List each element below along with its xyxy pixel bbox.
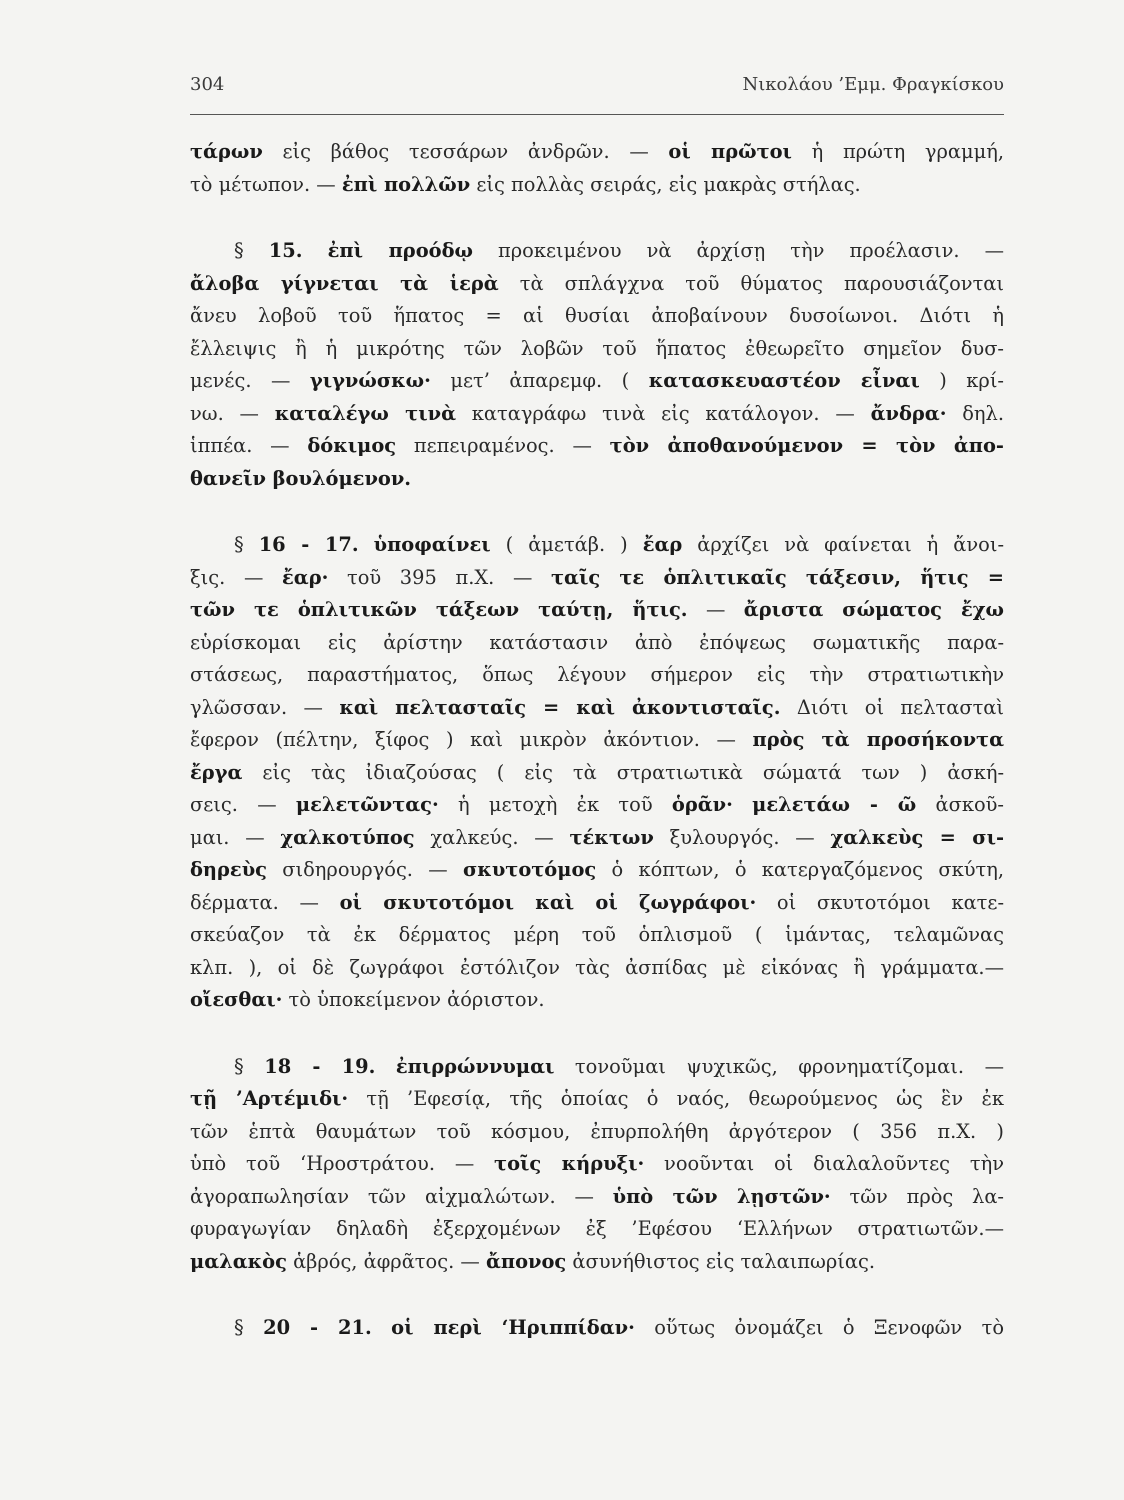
lemma: 18 - 19. — [264, 1054, 376, 1078]
text-line — [190, 235, 1004, 268]
commentary-text — [190, 136, 1004, 1345]
gloss: ξις. — — [190, 565, 282, 589]
lemma: 20 - 21. — [263, 1316, 372, 1339]
lemma: τῶν τε ὁπλιτικῶν τάξεων ταύτῃ, ἥτις. — [190, 598, 688, 621]
text-line — [190, 398, 1004, 431]
gloss: δηλ. — [946, 401, 1004, 425]
page-number: 304 — [190, 74, 225, 95]
text-line — [190, 1213, 1004, 1246]
lemma: ταῖς τε ὁπλιτικαῖς τάξεσιν, ἥτις = — [551, 565, 1004, 589]
text-line — [190, 1312, 1004, 1345]
gloss: νοοῦνται οἱ διαλαλοῦντες τὴν — [644, 1152, 1004, 1175]
lemma: καταλέγω τινὰ — [274, 401, 456, 425]
lemma: ἄνδρα· — [870, 401, 947, 425]
gloss: § — [234, 1054, 265, 1078]
gloss: § — [234, 239, 269, 262]
lemma: ἄριστα σώματος ἔχω — [743, 598, 1004, 621]
lemma: ἔργα — [190, 760, 243, 784]
gloss: ἔλλειψις ἢ ἡ μικρότης τῶν λοβῶν τοῦ ἥπατος ἐθεωρεῖτο σημεῖον δυσ- — [190, 336, 1004, 360]
gloss — [372, 1316, 391, 1339]
text-line — [190, 562, 1004, 595]
lemma: τάρων — [190, 140, 263, 163]
gloss: ἱππέα. — — [190, 434, 308, 457]
lemma: καὶ πελτασταῖς = καὶ ἀκοντισταῖς. — [339, 695, 781, 719]
text-line — [190, 529, 1004, 562]
gloss — [359, 533, 374, 556]
lemma: ἐπιρρώννυμαι — [395, 1054, 555, 1078]
gloss: τοῦ 395 π.Χ. — — [328, 565, 551, 589]
lemma: θανεῖν βουλόμενον. — [190, 466, 412, 490]
lemma: μελετῶντας· — [295, 793, 439, 816]
gloss: ἀσυνήθιστος εἰς ταλαιπωρίας. — [566, 1249, 875, 1273]
gloss: τῶν ἑπτὰ θαυμάτων τοῦ κόσμου, ἐπυρπολήθη ἀργότερον ( 356 π.Χ. ) — [190, 1119, 1004, 1143]
lemma: τέκτων — [569, 825, 654, 849]
gloss: τονοῦμαι ψυχικῶς, φρονηματίζομαι. — — [554, 1054, 1004, 1078]
gloss: πεπειραμένος. — — [396, 434, 610, 457]
lemma: ἐπὶ πολλῶν — [341, 172, 471, 196]
lemma: κατασκευαστέον εἶναι — [648, 369, 920, 392]
lemma: δηρεὺς — [190, 858, 267, 881]
lemma: ἔαρ — [642, 533, 683, 556]
gloss: τῶν πρὸς λα- — [830, 1184, 1004, 1208]
text-line — [190, 1148, 1004, 1181]
gloss: στάσεως, παραστήματος, ὅπως λέγουν σήμερον εἰς τὴν στρατιωτικὴν — [190, 663, 1004, 686]
lemma: μελετάω - ῶ — [752, 793, 917, 816]
lemma: γιγνώσκω· — [309, 369, 431, 392]
text-line — [190, 1181, 1004, 1214]
lemma: 15. — [268, 239, 303, 262]
gloss: τῇ ’Εφεσίᾳ, τῆς ὁποίας ὁ ναός, θεωρούμενος ὡς ἓν ἐκ — [348, 1087, 1004, 1110]
lemma: δόκιμος — [307, 434, 397, 457]
gloss: — — [687, 598, 744, 621]
gloss: ἁβρός, ἀφρᾶτος. — — [286, 1249, 486, 1273]
gloss: προκειμένου νὰ ἀρχίσῃ τὴν προέλασιν. — — [472, 239, 1005, 262]
gloss: ἀσκοῦ- — [916, 793, 1004, 816]
text-line — [190, 1116, 1004, 1149]
gloss: εἰς τὰς ἰδιαζούσας ( εἰς τὰ στρατιωτικὰ σώματά των ) ἀσκή- — [242, 760, 1004, 784]
lemma: ὑποφαίνει — [373, 533, 491, 556]
gloss: φυραγωγίαν δηλαδὴ ἐξερχομένων ἐξ ’Εφέσου ‘Ελλήνων στρατιωτῶν.— — [190, 1217, 1004, 1240]
text-line — [190, 887, 1004, 920]
gloss: γλῶσσαν. — — [190, 695, 340, 719]
gloss: εἰς βάθος τεσσάρων ἀνδρῶν. — — [262, 140, 669, 163]
lemma: πρὸς τὰ προσήκοντα — [752, 728, 1005, 751]
gloss: σεις. — — [190, 793, 296, 816]
gloss: μετ’ ἀπαρεμφ. ( — [430, 369, 649, 392]
gloss: τὸ ὑποκείμενον ἀόριστον. — [282, 988, 545, 1011]
lemma: ἄπονος — [485, 1249, 567, 1273]
gloss: χαλκεύς. — — [414, 825, 570, 849]
gloss: κλπ. ), οἱ δὲ ζωγράφοι ἐστόλιζον τὰς ἀσπίδας μὲ εἰκόνας ἢ γράμματα.— — [190, 955, 1004, 979]
gloss: μενές. — — [190, 369, 310, 392]
gloss: ἔφερον (πέλτην, ξίφος ) καὶ μικρὸν ἀκόντιον. — — [190, 728, 753, 751]
gloss: σιδηρουργός. — — [266, 858, 463, 881]
gloss: Διότι οἱ πελτασταὶ — [780, 695, 1004, 719]
text-line — [190, 1051, 1004, 1084]
gloss: § — [234, 1316, 264, 1339]
gloss: ἡ πρώτη γραμμή, — [791, 140, 1005, 163]
text-line — [190, 430, 1004, 463]
gloss: ξυλουργός. — — [653, 825, 831, 849]
gloss — [303, 239, 328, 262]
text-line — [190, 169, 1004, 202]
lemma: οἱ περὶ ‘Ηριππίδαν· — [391, 1316, 635, 1339]
text-line — [190, 1083, 1004, 1116]
text-line — [190, 268, 1004, 301]
lemma: τοῖς κήρυξι· — [494, 1152, 645, 1175]
lemma: τῇ ’Αρτέμιδι· — [190, 1087, 349, 1110]
lemma: ὑπὸ τῶν λῃστῶν· — [612, 1184, 831, 1208]
lemma: χαλκεὺς = σι- — [830, 825, 1004, 849]
gloss: ἀγοραπωλησίαν τῶν αἰχμαλώτων. — — [190, 1184, 613, 1208]
text-line — [190, 300, 1004, 333]
gloss: ὑπὸ τοῦ ‘Ηροστράτου. — — [190, 1152, 495, 1175]
lemma: ὁρᾶν· — [671, 793, 733, 816]
lemma: οἱ πρῶτοι — [668, 140, 792, 163]
lemma: ἐπὶ προόδῳ — [327, 239, 473, 262]
text-line — [190, 822, 1004, 855]
gloss: ἡ μετοχὴ ἐκ τοῦ — [438, 793, 672, 816]
lemma: μαλακὸς — [190, 1249, 287, 1273]
gloss: δέρματα. — — [190, 890, 340, 914]
gloss: εὑρίσκομαι εἰς ἀρίστην κατάστασιν ἀπὸ ἐπόψεως σωματικῆς παρα- — [190, 630, 1004, 654]
gloss: καταγράφω τινὰ εἰς κατάλογον. — — [456, 401, 871, 425]
gloss: τὸ μέτωπον. — — [190, 172, 342, 196]
text-line — [190, 333, 1004, 366]
text-line — [190, 463, 1004, 496]
lemma: οἱ σκυτοτόμοι καὶ οἱ ζωγράφοι· — [339, 890, 757, 914]
text-line — [190, 789, 1004, 822]
lemma: ἄλοβα γίγνεται τὰ ἱερὰ — [190, 271, 499, 295]
lemma: τὸν ἀποθανούμενον = τὸν ἀπο- — [609, 434, 1004, 457]
lemma: χαλκοτύπος — [280, 825, 415, 849]
text-line — [190, 692, 1004, 725]
text-line — [190, 594, 1004, 627]
gloss: ) κρί- — [919, 369, 1004, 392]
gloss: οἱ σκυτοτόμοι κατε- — [756, 890, 1004, 914]
lemma: οἴεσθαι· — [190, 988, 283, 1011]
lemma: σκυτοτόμος — [463, 858, 597, 881]
lemma: ἔαρ· — [281, 565, 329, 589]
gloss: ὁ κόπτων, ὁ κατεργαζόμενος σκύτη, — [596, 858, 1004, 881]
text-line — [190, 136, 1004, 169]
text-line — [190, 724, 1004, 757]
gloss — [733, 793, 752, 816]
page-header — [190, 74, 1004, 95]
lemma: 16 - 17. — [258, 533, 359, 556]
text-line — [190, 919, 1004, 952]
text-line — [190, 627, 1004, 660]
text-line — [190, 952, 1004, 985]
text-line — [190, 365, 1004, 398]
header-rule — [190, 114, 1004, 115]
text-line — [190, 854, 1004, 887]
gloss: ἄνευ λοβοῦ τοῦ ἥπατος = αἱ θυσίαι ἀποβαίνουν δυσοίωνοι. Διότι ἡ — [190, 304, 1004, 327]
gloss: νω. — — [190, 401, 275, 425]
gloss: εἰς πολλὰς σειράς, εἰς μακρὰς στήλας. — [470, 172, 861, 196]
gloss: οὕτως ὀνομάζει ὁ Ξενοφῶν τὸ — [634, 1316, 1004, 1339]
gloss: τὰ σπλάγχνα τοῦ θύματος παρουσιάζονται — [498, 271, 1004, 295]
gloss: σκεύαζον τὰ ἐκ δέρματος μέρη τοῦ ὁπλισμοῦ ( ἱμάντας, τελαμῶνας — [190, 923, 1004, 946]
gloss: ἀρχίζει νὰ φαίνεται ἡ ἄνοι- — [682, 533, 1004, 556]
text-line — [190, 1246, 1004, 1279]
text-line — [190, 984, 1004, 1017]
gloss: μαι. — — [190, 825, 281, 849]
gloss: § — [234, 533, 259, 556]
text-line — [190, 659, 1004, 692]
running-title: Νικολάου ’Εμμ. Φραγκίσκου — [742, 74, 1004, 95]
gloss — [375, 1055, 396, 1078]
gloss: ( ἀμετάβ. ) — [490, 533, 643, 556]
text-line — [190, 757, 1004, 790]
